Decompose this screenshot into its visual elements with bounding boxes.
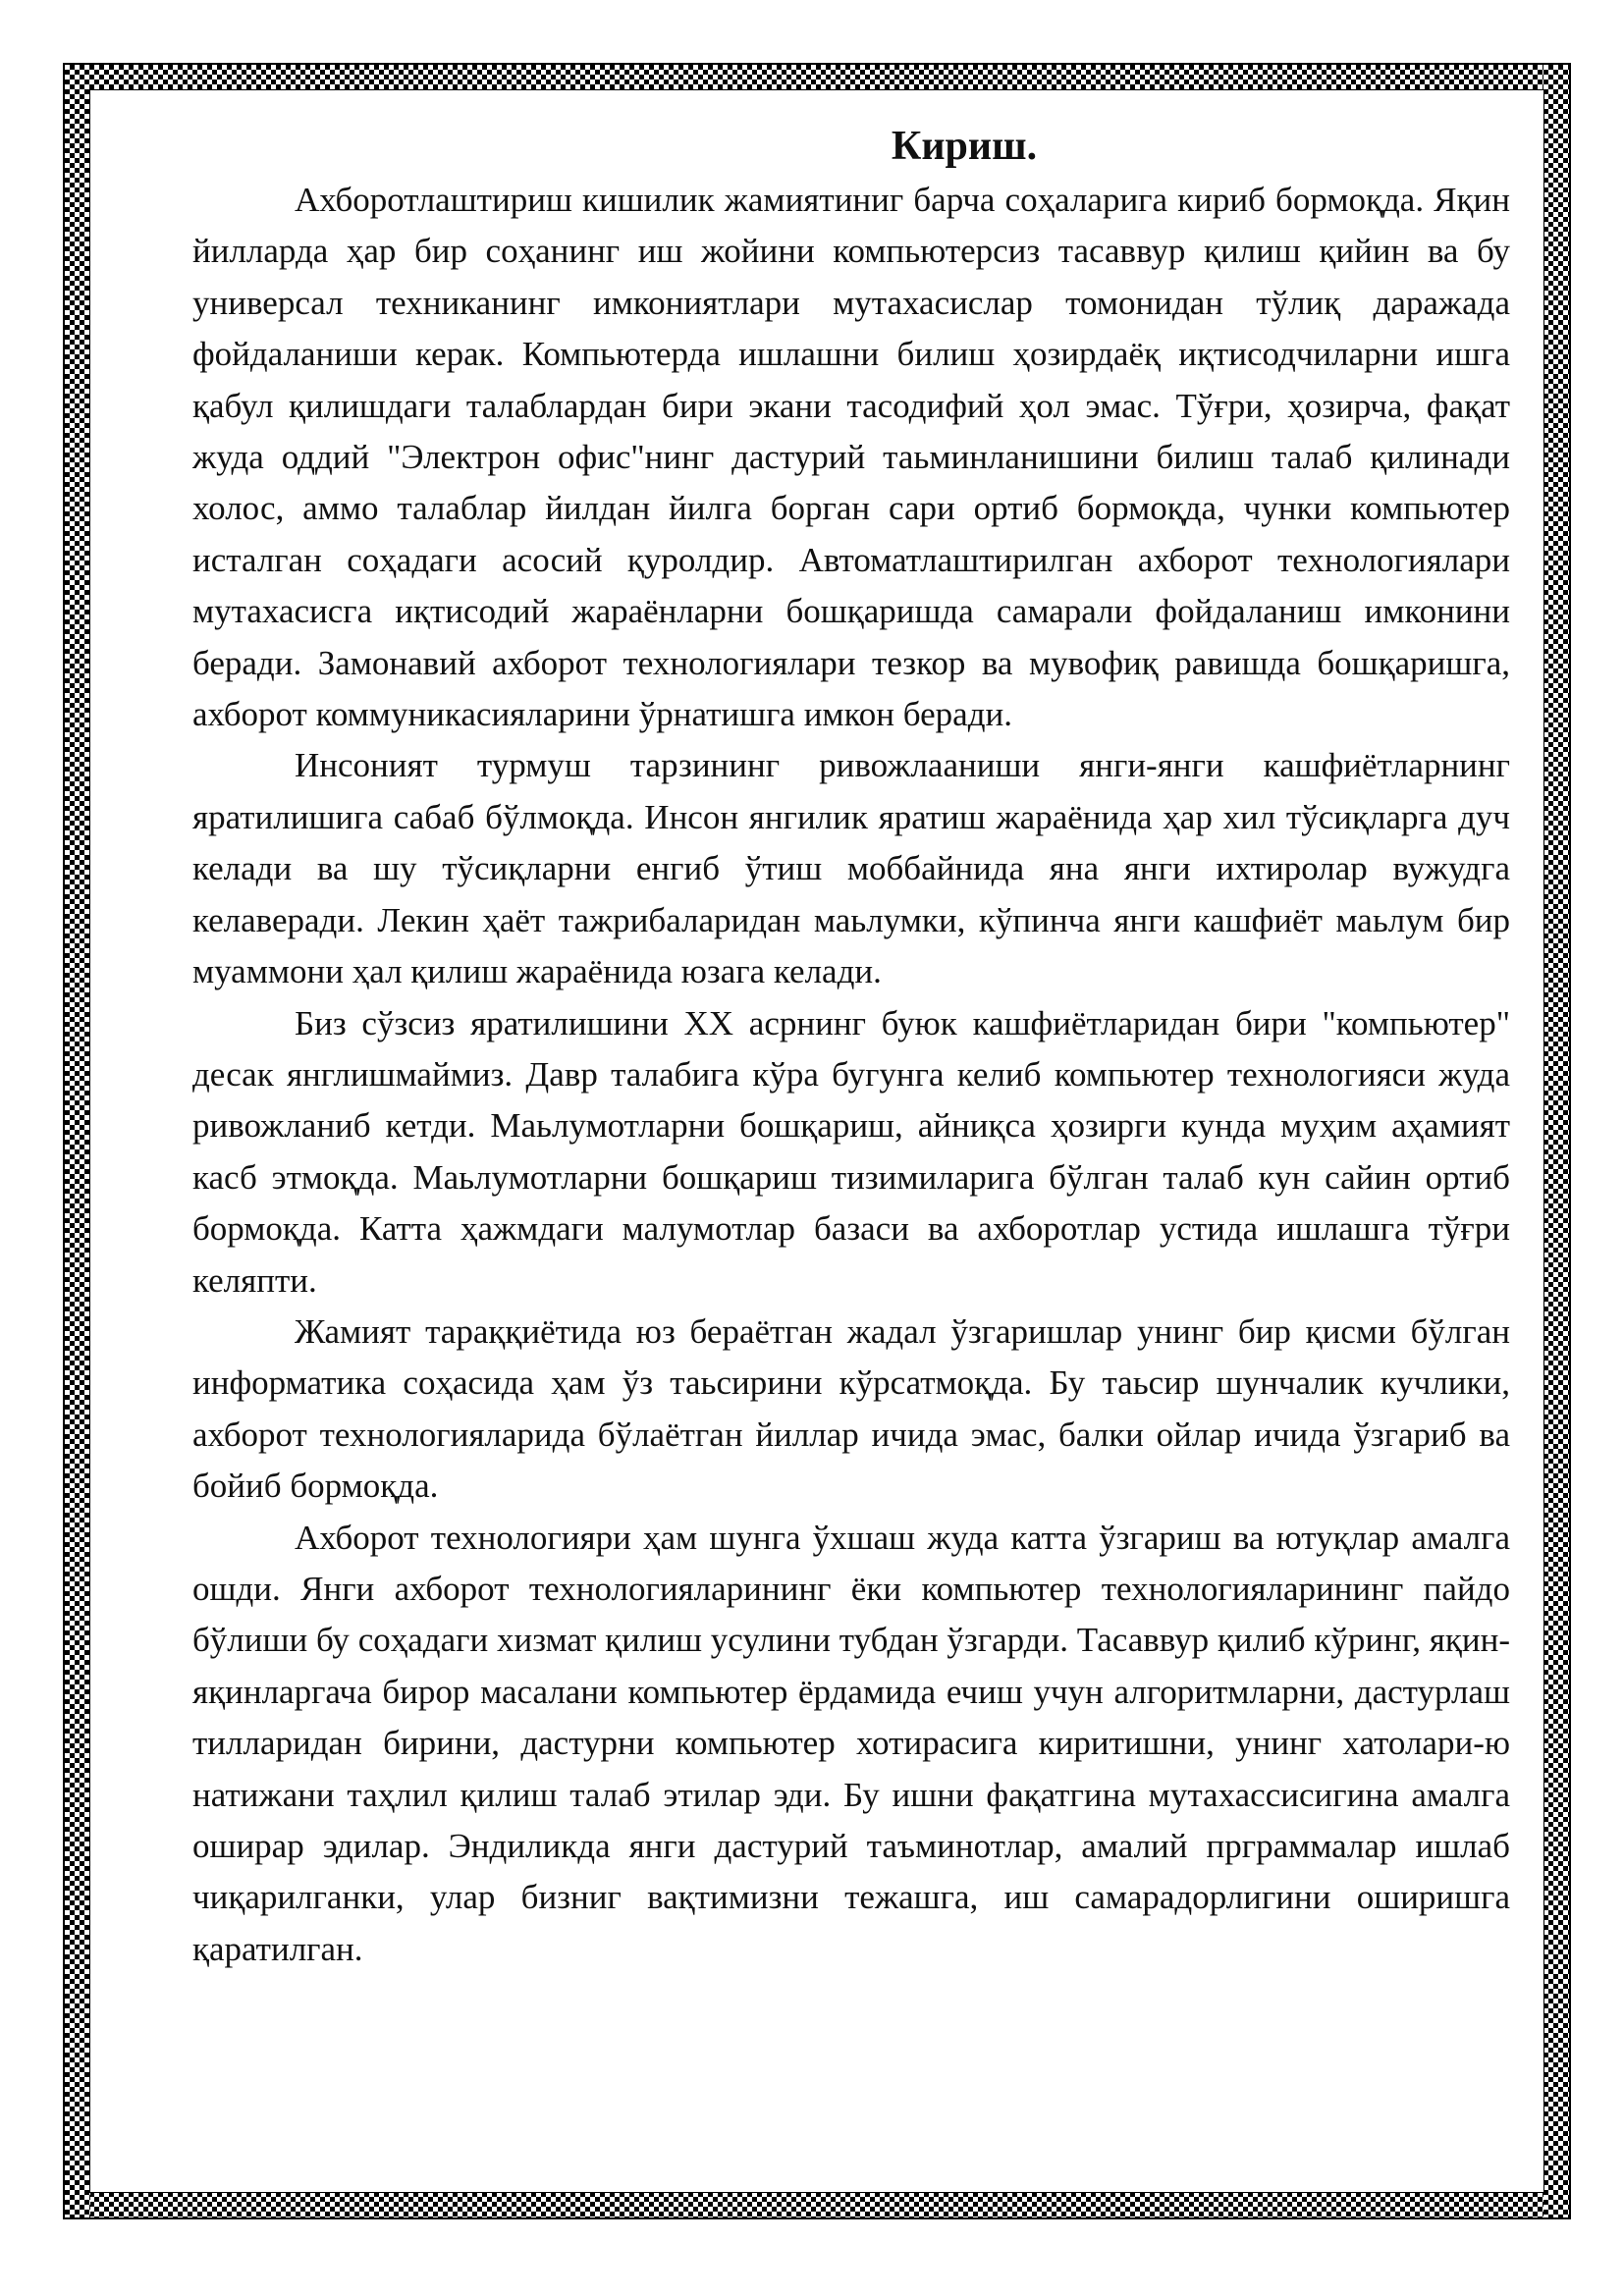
paragraph-3: Биз сўзсиз яратилишини XX асрнинг буюк кашфиётларидан бири "компьютер" десак янглишмаймиз. Давр талабига кўра бугунга келиб компьютер технологияси жуда ривожланиб кетди. Маьлумотларни бошқариш, айниқса ҳозирги кунда муҳим аҳамият касб этмоқда. Маьлумотларни бошқариш тизимиларига бўлган талаб кун сайин ортиб бормоқда. Катта ҳажмдаги малумотлар базаси ва ахборотлар устида ишлашга тўғри келяпти. [192, 1003, 1510, 1300]
paragraph-5: Ахборот технологияри ҳам шунга ўхшаш жуда катта ўзгариш ва ютуқлар амалга ошди. Янги ахборот технологияларининг ёки компьютер технологияларининг пайдо бўлиши бу соҳадаги хизмат қилиш усулини тубдан ўзгарди. Тасаввур қилиб кўринг, яқин-яқинларгача бирор масалани компьютер ёрдамида ечиш учун алгоритмларни, дастурлаш тилларидан бирини, дастурни компьютер хотирасига киритишни, унинг хатолари-ю натижани таҳлил қилиш талаб этилар эди. Бу ишни фақатгина мутахассисигина амалга оширар эдилар. Эндиликда янги дастурий таъминотлар, амалий прграммалар ишлаб чиқарилганки, улар бизниг вақтимизни тежашга, иш самарадорлигини оширишга қаратилган. [192, 1518, 1510, 1968]
page-title: Кириш. [891, 124, 1038, 169]
document-body [192, 118, 1510, 1975]
paragraph-2: Инсоният турмуш тарзининг ривожлааниши янги-янги кашфиётларнинг яратилишига сабаб бўлмоқда. Инсон янгилик яратиш жараёнида ҳар хил тўсиқларга дуч келади ва шу тўсиқларни енгиб ўтиш моббайнида яна янги ихтиролар вужудга келаверади. Лекин ҳаёт тажрибаларидан маьлумки, кўпинча янги кашфиёт маьлум бир муаммони ҳал қилиш жараёнида юзага келади. [192, 746, 1510, 991]
paragraph-4: Жамият тараққиётида юз бераётган жадал ўзгаришлар унинг бир қисми бўлган информатика соҳасида ҳам ўз таьсирини кўрсатмоқда. Бу таьсир шунчалик кучлики, ахборот технологияларида бўлаётган йиллар ичида эмас, балки ойлар ичида ўзгариб ва бойиб бормоқда. [192, 1311, 1510, 1506]
paragraph-1: Ахборотлаштириш кишилик жамиятиниг барча соҳаларига кириб бормоқда. Яқин йилларда ҳар бир соҳанинг иш жойини компьютерсиз тасаввур қилиш қийин ва бу универсал техниканинг имкониятлари мутахасислар томонидан тўлиқ даражада фойдаланиши керак. Компьютерда ишлашни билиш ҳозирдаёқ иқтисодчиларни ишга қабул қилишдаги талаблардан бири экани тасодифий ҳол эмас. Тўғри, ҳозирча, фақат жуда оддий "Электрон офис"нинг дастурий таьминланишини билиш талаб қилинади холос, аммо талаблар йилдан йилга борган сари ортиб бормоқда, чунки компьютер исталган соҳадаги асосий қуролдир. Автоматлаштирилган ахборот технологиялари мутахасисга иқтисодий жараёнларни бошқаришда самарали фойдаланиш имконини беради. Замонавий ахборот технологиялари тезкор ва мувофиқ равишда бошқаришга, ахборот коммуникасияларини ўрнатишга имкон беради. [192, 181, 1510, 734]
